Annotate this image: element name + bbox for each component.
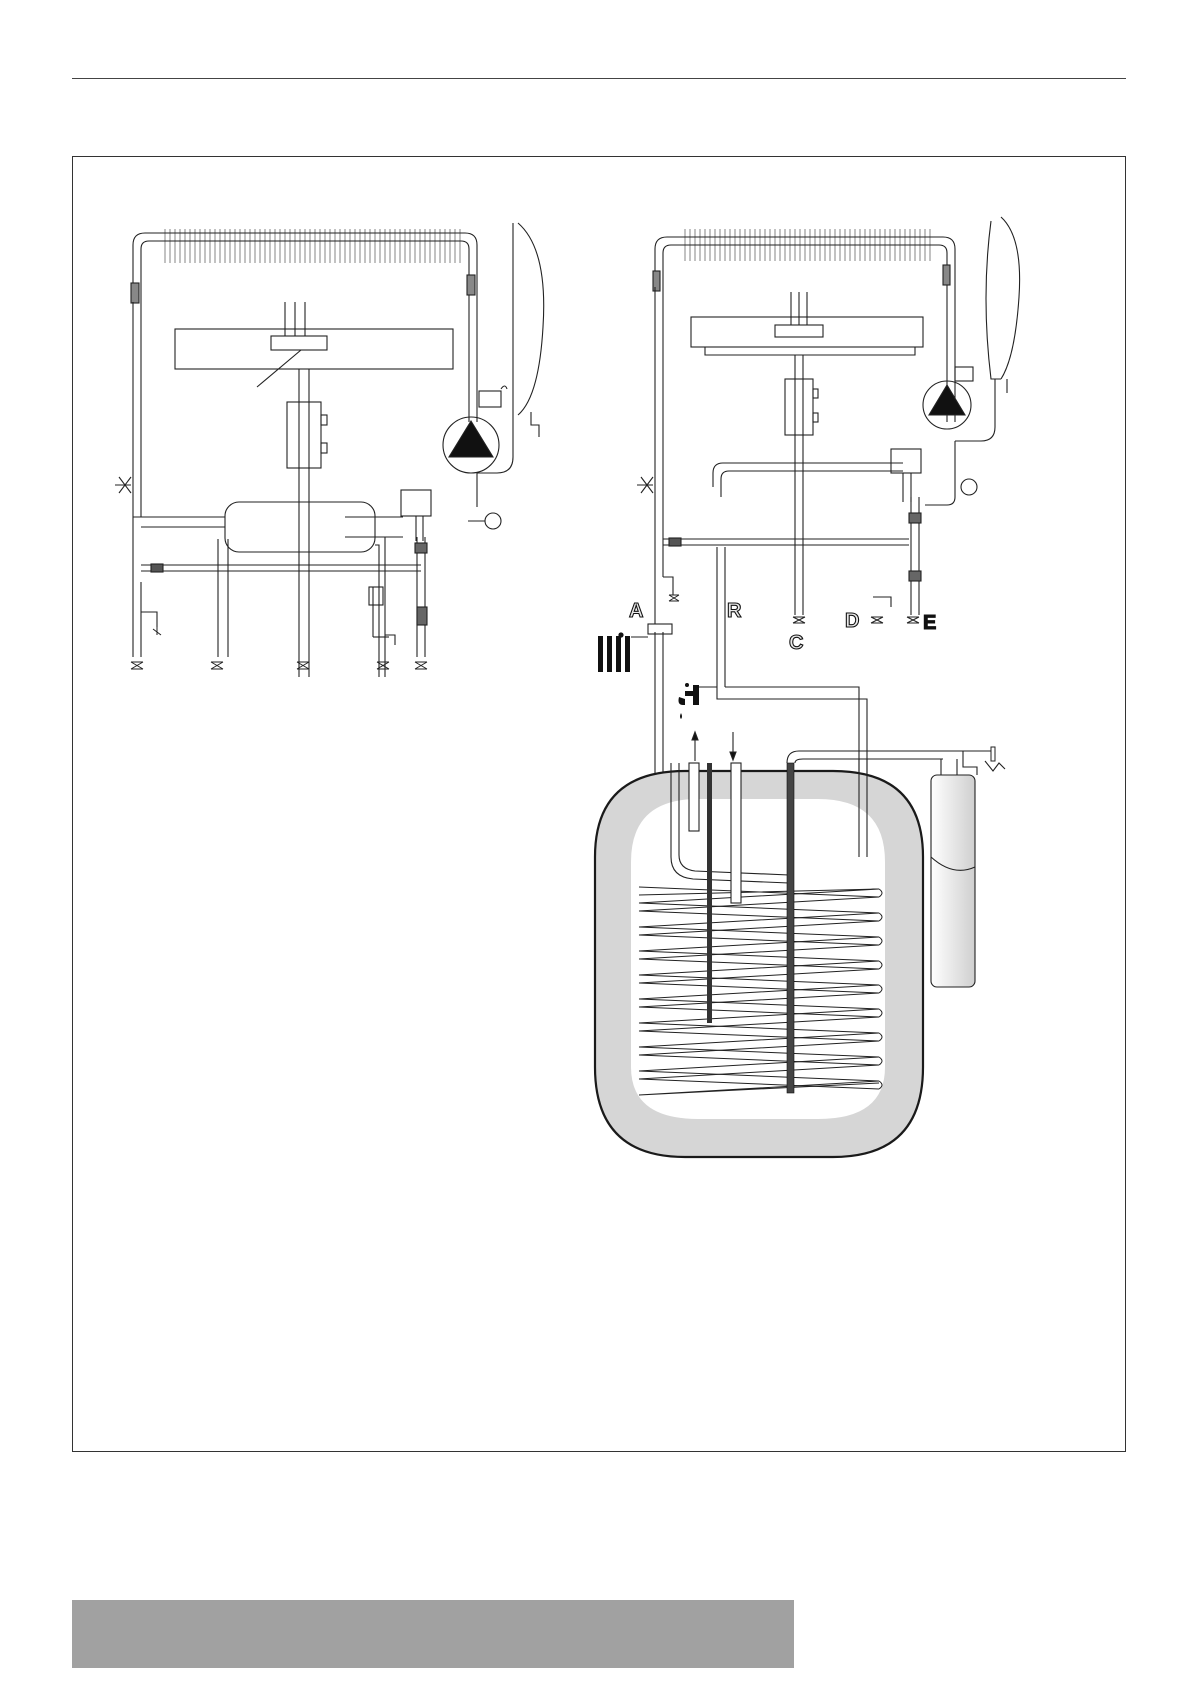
right-boiler-diagram <box>637 217 1020 632</box>
left-pressure-switch <box>401 490 431 516</box>
right-gas-valve <box>785 379 813 435</box>
left-heat-exchanger-fins <box>163 229 463 263</box>
dhw-expansion-vessel <box>931 751 1005 987</box>
label-d: D <box>845 610 860 632</box>
right-bottom-valve-row <box>669 595 919 623</box>
header-rule <box>72 78 1126 79</box>
right-pressure-gauge <box>961 479 977 495</box>
footer-bar <box>72 1600 794 1668</box>
left-pressure-gauge <box>485 513 501 529</box>
left-pump-icon <box>449 421 493 457</box>
right-temp-sensor-2 <box>943 265 950 285</box>
label-c: C <box>789 632 804 654</box>
left-burner-manifold <box>271 336 327 350</box>
left-bottom-valve-row <box>131 627 427 669</box>
left-plate-heat-exchanger <box>225 502 375 552</box>
boiler-schematic <box>73 157 1127 1453</box>
label-a: A <box>629 600 644 622</box>
label-e: E <box>923 612 937 634</box>
connection-labels <box>629 600 936 654</box>
right-safety-valve <box>637 477 653 493</box>
left-burner-box <box>175 329 453 369</box>
cylinder-probe-1 <box>707 763 712 1023</box>
radiator-icon <box>598 632 648 672</box>
left-temp-sensor-2 <box>467 275 475 295</box>
right-flow-pipe <box>655 237 955 422</box>
hot-water-tap-icon <box>679 683 700 719</box>
right-pressure-switch <box>891 449 921 473</box>
left-connection-valves <box>133 582 427 657</box>
right-expansion-vessel <box>1001 217 1020 379</box>
right-temp-sensor-1 <box>653 271 660 291</box>
cylinder-anode <box>787 763 794 1093</box>
cylinder-interior <box>631 799 885 1119</box>
left-gas-valve <box>287 402 321 468</box>
flow-tee <box>648 624 672 634</box>
label-r: R <box>727 600 742 622</box>
right-burner-manifold <box>775 325 823 337</box>
diagram-frame <box>72 156 1126 1452</box>
right-pump-icon <box>929 385 965 415</box>
left-boiler-diagram <box>115 223 544 677</box>
left-safety-valve <box>115 477 131 493</box>
left-expansion-vessel <box>518 223 544 415</box>
left-temp-sensor-1 <box>131 283 139 303</box>
flow-direction-arrows <box>692 732 736 761</box>
